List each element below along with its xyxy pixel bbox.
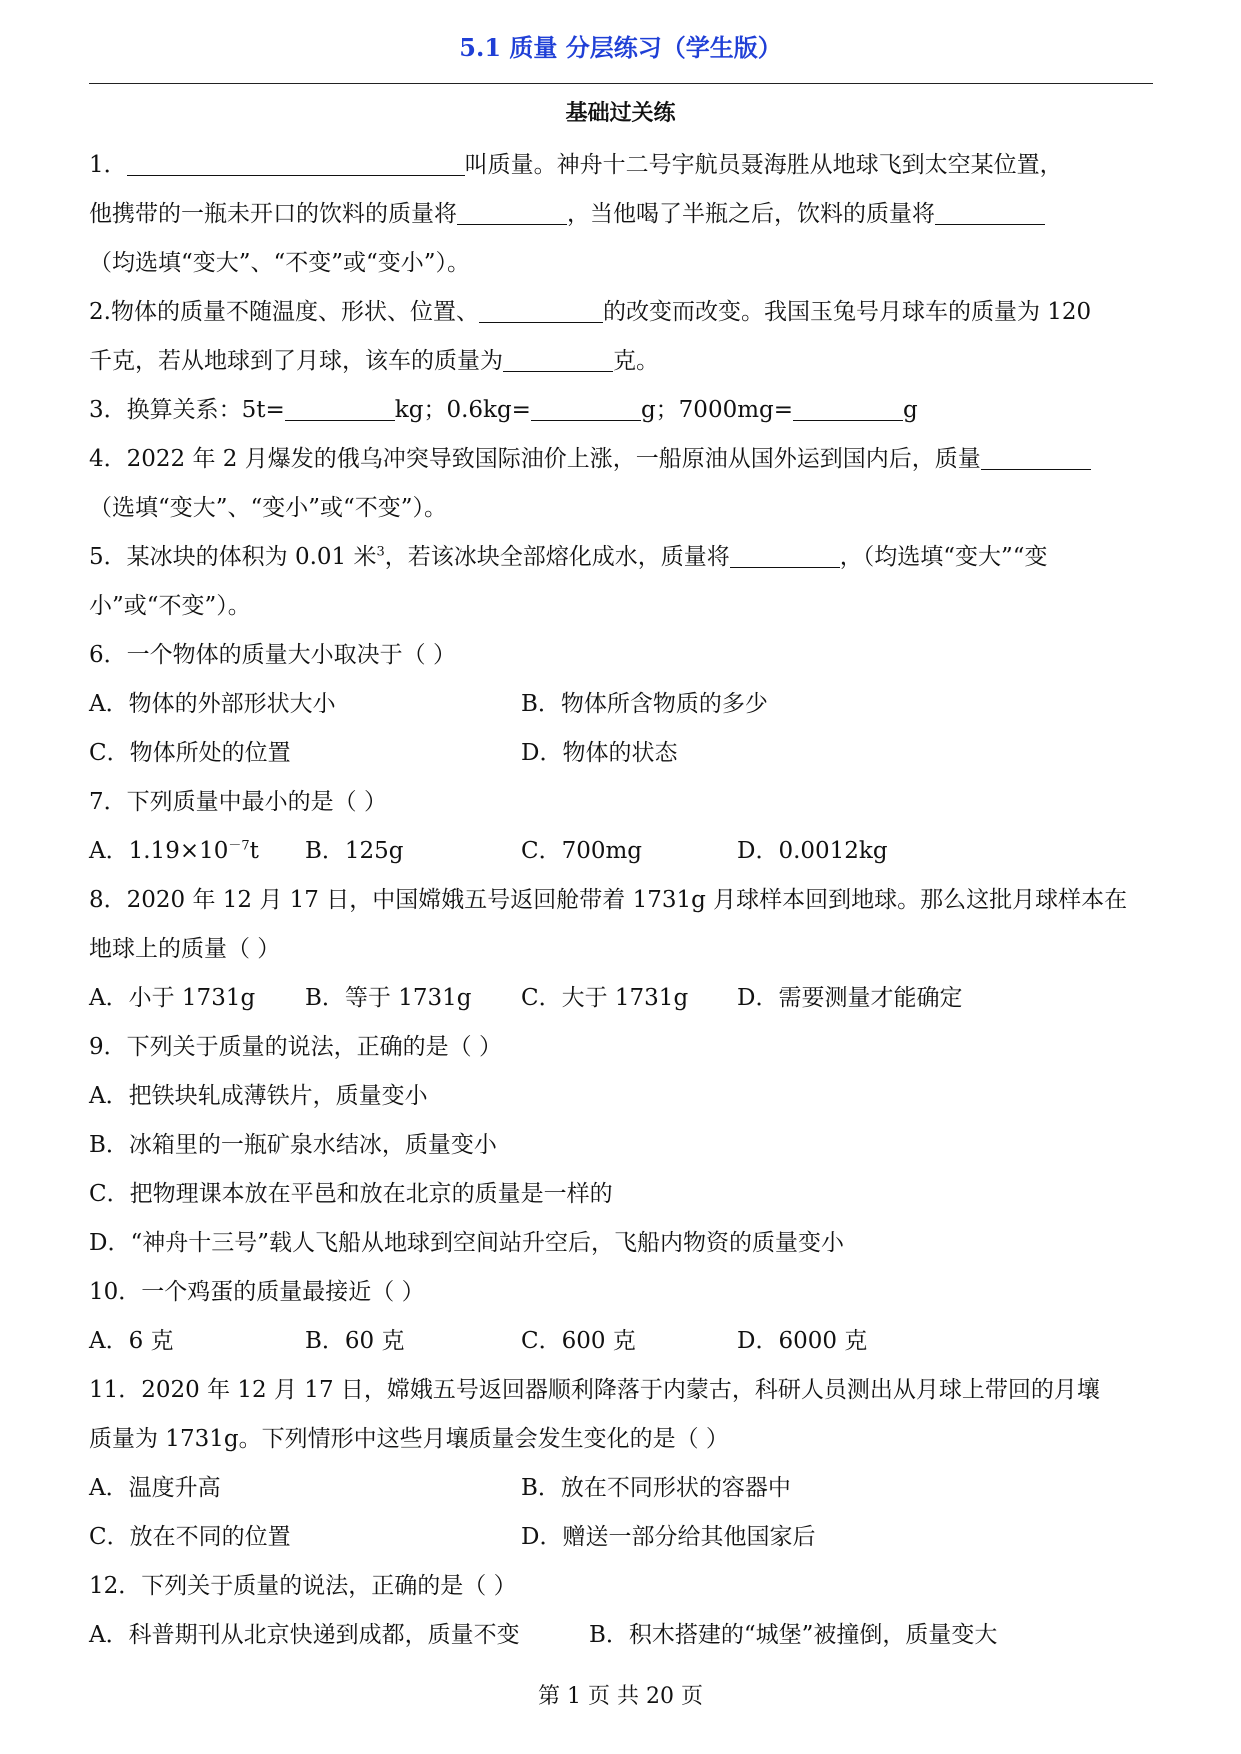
option-a[interactable]: A．把铁块轧成薄铁片，质量变小	[89, 1083, 428, 1109]
question-10-stem: 10．一个鸡蛋的质量最接近（ ）	[89, 1279, 425, 1305]
answer-blank[interactable]	[127, 145, 465, 176]
option-b[interactable]: B．125g	[305, 838, 404, 864]
option-b[interactable]: B．等于 1731g	[305, 985, 472, 1011]
question-4-text: 4．2022 年 2 月爆发的俄乌冲突导致国际油价上涨，一船原油从国外运到国内后，质量	[89, 446, 981, 472]
option-d[interactable]: D．需要测量才能确定	[737, 985, 963, 1011]
answer-blank[interactable]	[935, 194, 1045, 225]
question-1-text: 他携带的一瓶未开口的饮料的质量将	[89, 201, 457, 227]
answer-blank[interactable]	[503, 341, 613, 372]
answer-blank[interactable]	[531, 390, 641, 421]
question-2-text: 2.物体的质量不随温度、形状、位置、	[89, 299, 479, 325]
question-2-line-2	[89, 337, 1153, 386]
option-a[interactable]: A．6 克	[89, 1328, 174, 1354]
question-1-line-3: （均选填“变大”、“不变”或“变小”）。	[89, 250, 471, 276]
question-list	[89, 141, 1153, 1660]
question-5-text: ，若该冰块全部熔化成水，质量将	[384, 544, 730, 570]
option-c[interactable]: C．物体所处的位置	[89, 740, 291, 766]
option-d[interactable]: D．赠送一部分给其他国家后	[521, 1524, 816, 1550]
option-a-unit: t	[249, 838, 259, 864]
question-7-options	[89, 827, 1153, 876]
option-a-text: A．1.19×10	[89, 838, 229, 864]
superscript: －7	[228, 838, 250, 854]
answer-blank[interactable]	[457, 194, 567, 225]
section-title: 基础过关练	[565, 100, 676, 126]
question-11-options-row-1	[89, 1464, 1153, 1513]
question-5-line-1	[89, 533, 1153, 582]
question-5-text: ，（均选填“变大”“变	[839, 544, 1048, 570]
question-11-options-row-2	[89, 1513, 1153, 1562]
question-2-text: 千克，若从地球到了月球，该车的质量为	[89, 348, 503, 374]
question-10-options	[89, 1317, 1153, 1366]
question-4-line-1	[89, 435, 1153, 484]
question-8-options	[89, 974, 1153, 1023]
question-7-stem: 7．下列质量中最小的是（ ）	[89, 789, 387, 815]
option-a[interactable]: A．温度升高	[89, 1475, 221, 1501]
question-1-text: ，当他喝了半瓶之后，饮料的质量将	[567, 201, 935, 227]
option-a[interactable]: A．物体的外部形状大小	[89, 691, 336, 717]
question-2-text: 克。	[613, 348, 659, 374]
page-footer: 第 1 页 共 20 页	[538, 1684, 703, 1709]
question-6-stem: 6．一个物体的质量大小取决于（ ）	[89, 642, 456, 668]
question-4-line-2: （选填“变大”、“变小”或“不变”）。	[89, 495, 448, 521]
question-6-options-row-1	[89, 680, 1153, 729]
option-c[interactable]: C．把物理课本放在平邑和放在北京的质量是一样的	[89, 1181, 613, 1207]
option-d[interactable]: D．0.0012kg	[737, 838, 888, 864]
question-6-options-row-2	[89, 729, 1153, 778]
option-c[interactable]: C．600 克	[521, 1328, 636, 1354]
question-12-stem: 12．下列关于质量的说法，正确的是（ ）	[89, 1573, 517, 1599]
option-b[interactable]: B．物体所含物质的多少	[521, 691, 768, 717]
document-title: 5.1 质量 分层练习（学生版）	[459, 33, 782, 62]
answer-blank[interactable]	[730, 537, 840, 568]
option-a[interactable]: A．小于 1731g	[89, 985, 256, 1011]
option-b[interactable]: B．放在不同形状的容器中	[521, 1475, 791, 1501]
question-5-text: 5．某冰块的体积为 0.01 米	[89, 544, 377, 570]
option-a[interactable]: A．科普期刊从北京快递到成都，质量不变	[89, 1622, 520, 1648]
option-c[interactable]: C．700mg	[521, 838, 643, 864]
answer-blank[interactable]	[285, 390, 395, 421]
option-a[interactable]	[89, 827, 305, 876]
option-b[interactable]: B．60 克	[305, 1328, 405, 1354]
question-5-line-2: 小”或“不变”）。	[89, 593, 251, 619]
question-3-text: g；7000mg=	[640, 397, 794, 423]
option-c[interactable]: C．大于 1731g	[521, 985, 689, 1011]
question-8-stem-line-1: 8．2020 年 12 月 17 日，中国嫦娥五号返回舱带着 1731g 月球样本回到地球。那么这批月球样本在	[89, 887, 1128, 913]
option-d[interactable]: D．6000 克	[737, 1328, 868, 1354]
option-c[interactable]: C．放在不同的位置	[89, 1524, 291, 1550]
answer-blank[interactable]	[981, 439, 1091, 470]
option-b[interactable]: B．冰箱里的一瓶矿泉水结冰，质量变小	[89, 1132, 497, 1158]
option-b[interactable]: B．积木搭建的“城堡”被撞倒，质量变大	[589, 1622, 998, 1648]
option-d[interactable]: D．“神舟十三号”载人飞船从地球到空间站升空后，飞船内物资的质量变小	[89, 1230, 844, 1256]
option-d[interactable]: D．物体的状态	[521, 740, 678, 766]
question-3-text: kg；0.6kg=	[394, 397, 531, 423]
answer-blank[interactable]	[793, 390, 903, 421]
question-8-stem-line-2: 地球上的质量（ ）	[89, 936, 281, 962]
question-2-line-1	[89, 288, 1153, 337]
question-1-line-2	[89, 190, 1153, 239]
question-11-stem-line-1: 11．2020 年 12 月 17 日，嫦娥五号返回器顺利降落于内蒙古，科研人员测出从月球上带回的月壤	[89, 1377, 1100, 1403]
answer-blank[interactable]	[479, 292, 603, 323]
question-2-text: 的改变而改变。我国玉兔号月球车的质量为 120	[602, 299, 1092, 325]
superscript: 3	[376, 544, 385, 560]
question-1-number: 1．	[89, 152, 127, 178]
header-divider	[89, 83, 1153, 84]
question-11-stem-line-2: 质量为 1731g。下列情形中这些月壤质量会发生变化的是（ ）	[89, 1426, 729, 1452]
question-12-options	[89, 1611, 1153, 1660]
question-3-line-1	[89, 386, 1153, 435]
question-1-line-1	[89, 141, 1153, 190]
question-3-text: 3．换算关系：5t=	[89, 397, 285, 423]
question-3-text: g	[903, 397, 918, 423]
question-9-stem: 9．下列关于质量的说法，正确的是（ ）	[89, 1034, 502, 1060]
question-1-text: 叫质量。神舟十二号宇航员聂海胜从地球飞到太空某位置，	[464, 152, 1063, 178]
